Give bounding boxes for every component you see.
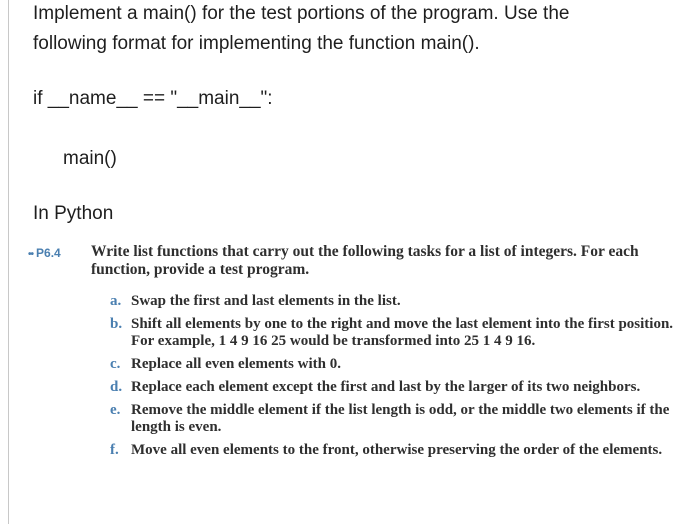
- left-border: [8, 0, 9, 524]
- task-letter: d.: [110, 379, 123, 395]
- problem-heading: [28, 246, 61, 260]
- intro-line-2: following format for implementing the function main().: [33, 33, 480, 54]
- code-main-call: main(): [63, 148, 117, 169]
- task-text: Remove the middle element if the list length is odd, or the middle two elements if the length is even.: [131, 402, 670, 435]
- problem-statement: Write list functions that carry out the following tasks for a list of integers. For each function, provide a test program.: [91, 243, 639, 278]
- task-text: Replace each element except the first and last by the larger of its two neighbors.: [131, 379, 641, 395]
- task-item: [110, 379, 690, 396]
- task-text: Swap the first and last elements in the list.: [131, 293, 401, 309]
- language-note: In Python: [33, 203, 114, 224]
- code-if-main-line: if __name__ == "__main__":: [33, 88, 273, 109]
- task-item: [110, 442, 690, 459]
- task-letter: a.: [110, 293, 122, 309]
- difficulty-marker: ••: [28, 249, 34, 260]
- task-item: [110, 402, 690, 436]
- task-item: [110, 356, 690, 373]
- problem-label: P6.4: [36, 246, 61, 260]
- task-item: [110, 316, 690, 350]
- task-text: Replace all even elements with 0.: [131, 356, 341, 372]
- task-text: Shift all elements by one to the right and move the last element into the first position. For example, 1 4 9 16 25 would be transformed into 25 1 4 9 16.: [131, 316, 674, 349]
- task-letter: b.: [110, 316, 123, 332]
- task-letter: c.: [110, 356, 121, 372]
- task-letter: f.: [110, 442, 119, 458]
- task-text: Move all even elements to the front, otherwise preserving the order of the elements.: [131, 442, 663, 458]
- task-item: [110, 293, 690, 310]
- task-letter: e.: [110, 402, 121, 418]
- task-list: [110, 293, 690, 465]
- intro-line-1: Implement a main() for the test portions of the program. Use the: [33, 3, 570, 24]
